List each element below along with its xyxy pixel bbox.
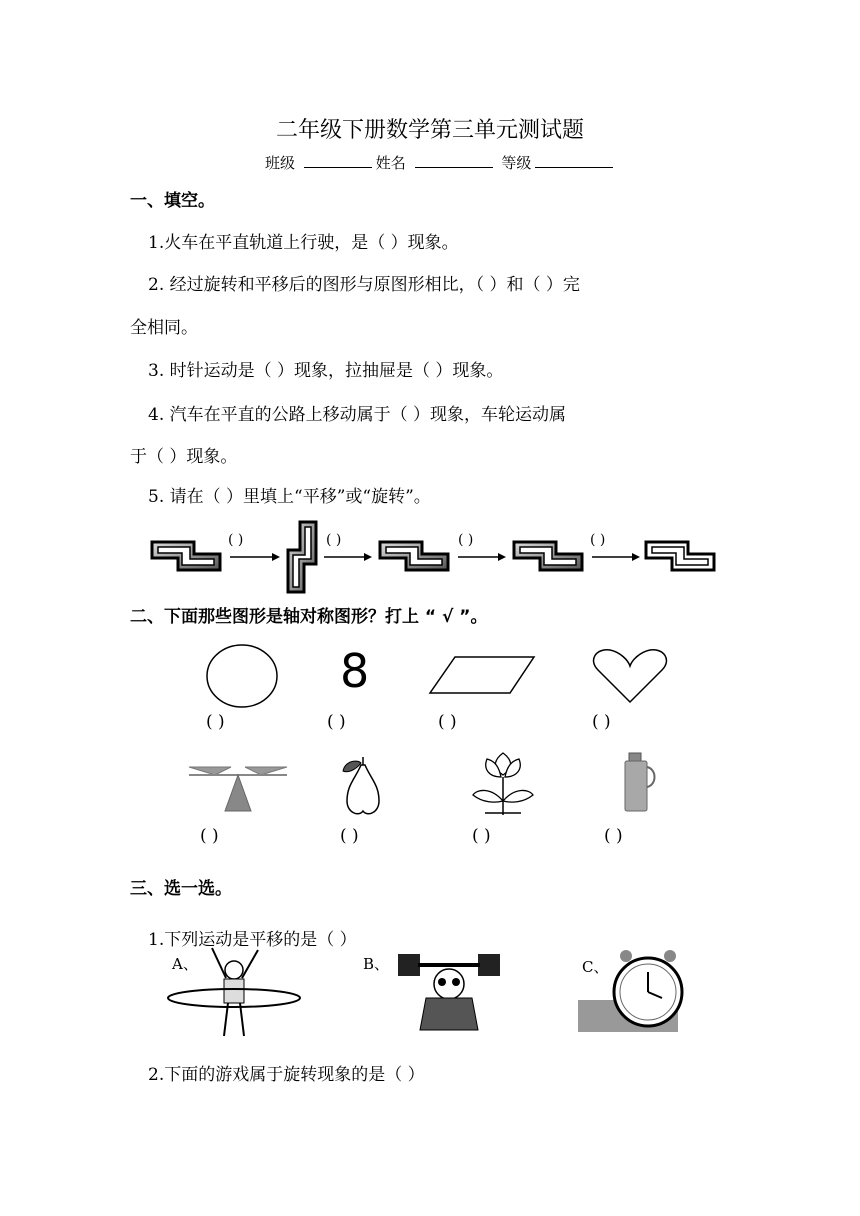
s1-question-2-line2: 全相同。 bbox=[130, 318, 198, 338]
s1-question-2-line1: 2. 经过旋转和平移后的图形与原图形相比，（ ）和（ ）完 bbox=[148, 275, 580, 295]
s2-paren-4[interactable]: ( ) bbox=[592, 712, 611, 732]
hula-hoop-girl-image bbox=[168, 948, 300, 1036]
s3-question-2: 2.下面的游戏属于旋转现象的是（ ） bbox=[148, 1065, 425, 1085]
grade-blank[interactable] bbox=[535, 152, 613, 168]
arrow-paren-2[interactable]: ( ) bbox=[326, 532, 342, 548]
z-shape-3 bbox=[514, 542, 582, 570]
name-label: 姓名 bbox=[375, 154, 406, 172]
s2-paren-1[interactable]: ( ) bbox=[206, 712, 225, 732]
s2-paren-6[interactable]: ( ) bbox=[340, 826, 359, 846]
circle-shape bbox=[207, 645, 277, 707]
symmetry-row-1 bbox=[200, 640, 680, 710]
symmetry-row-2 bbox=[185, 745, 705, 820]
s1-question-3: 3. 时针运动是（ ）现象，拉抽屉是（ ）现象。 bbox=[148, 361, 504, 381]
s1-question-4-line1: 4. 汽车在平直的公路上移动属于（ ）现象，车轮运动属 bbox=[148, 405, 567, 425]
arrow-paren-1[interactable]: ( ) bbox=[228, 532, 244, 548]
class-blank[interactable] bbox=[304, 152, 372, 168]
option-a-label[interactable]: A、 bbox=[172, 955, 198, 973]
option-b-label[interactable]: B、 bbox=[363, 955, 390, 973]
s2-paren-2[interactable]: ( ) bbox=[327, 712, 346, 732]
s2-paren-5[interactable]: ( ) bbox=[200, 826, 219, 846]
seesaw-image bbox=[189, 767, 287, 811]
section3-heading: 三、选一选。 bbox=[130, 879, 232, 899]
s1-question-5: 5. 请在（ ）里填上“平移”或“旋转”。 bbox=[148, 487, 431, 507]
s1-question-1: 1.火车在平直轨道上行驶，是（ ）现象。 bbox=[148, 233, 459, 253]
z-shape-1 bbox=[152, 542, 220, 570]
heart-shape bbox=[594, 650, 667, 702]
vertical-shape bbox=[288, 522, 316, 592]
z-shape-2 bbox=[380, 542, 448, 570]
s3-question-1: 1.下列运动是平移的是（ ） bbox=[148, 930, 357, 950]
alarm-clock-image bbox=[578, 950, 682, 1032]
name-blank[interactable] bbox=[415, 152, 493, 168]
thermos-image bbox=[625, 753, 655, 811]
s1-question-4-line2: 于（ ）现象。 bbox=[130, 447, 238, 467]
section2-heading: 二、下面那些图形是轴对称图形？打上 “ √ ”。 bbox=[130, 607, 488, 627]
pear-image bbox=[343, 757, 379, 814]
flower-image bbox=[473, 753, 533, 815]
z-shape-4 bbox=[646, 542, 714, 570]
arrow-paren-4[interactable]: ( ) bbox=[590, 532, 606, 548]
student-info-line bbox=[265, 152, 617, 173]
page-title: 二年级下册数学第三单元测试题 bbox=[275, 118, 584, 143]
s2-paren-8[interactable]: ( ) bbox=[604, 826, 623, 846]
class-label: 班级 bbox=[265, 154, 296, 172]
arrow-paren-3[interactable]: ( ) bbox=[458, 532, 474, 548]
s2-paren-3[interactable]: ( ) bbox=[438, 712, 457, 732]
section1-heading: 一、填空。 bbox=[130, 191, 215, 211]
digit-eight: 8 bbox=[340, 644, 370, 698]
parallelogram-shape bbox=[430, 657, 534, 693]
grade-label: 等级 bbox=[501, 154, 532, 172]
option-c-label[interactable]: C、 bbox=[582, 958, 609, 976]
s2-paren-7[interactable]: ( ) bbox=[472, 826, 491, 846]
panda-weightlifter-image bbox=[398, 954, 500, 1030]
q1-option-images bbox=[160, 940, 700, 1040]
